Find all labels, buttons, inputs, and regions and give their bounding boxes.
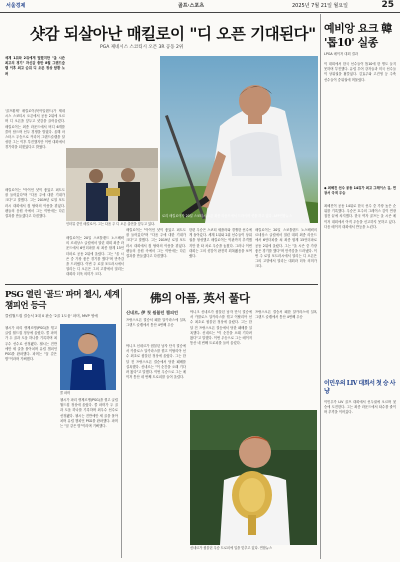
right-box-body: 이민우가 LIV 골프 대회에서 선두권에 오르며 첫 승에 도전한다. 그는 최종 라운드에서 타수를 줄이며 추격을 이어갔다. <box>324 400 396 415</box>
section-label: 골프·스포츠 <box>178 3 205 9</box>
right-body-1: 이 대회에서 한국 선수들이 톱10에 한 명도 들지 못하며 부진했다. 유럽 투어 강자들과 미국 선수들이 상위권을 휩쓸었다. 김효주와 고진영 등 주축 선수들이 중위권에 머물렀다. <box>324 62 396 82</box>
palmer-caption: 콜 파머 <box>60 391 71 395</box>
main-body-left: '골프황제' 매킬로이(북아일랜드)가 제네시스 스코티시 오픈에서 공동 2위에 오르며 디 오픈을 앞두고 샷감을 끌어올렸다. 매킬로이는 최종 라운드에서 버디 6개를 쓸어 담으며 선두 경쟁을 벌였다. 올해 마스터스 우승으로 커리어 그랜드슬램을 달성한 그는 이후 부진했지만 이번 대회에서 경기력을 되찾았다고 밝혔다. <box>5 109 65 150</box>
bottom-left-body-1: 첼시가 파리 생제르맹(PSG)을 꺾고 클럽 월드컵 정상에 올랐다. 콜 파머가 두 골과 도움 하나를 기록하며 최우수 선수로 선정됐다. 첼시는 전반에만 세 골을 몰아치며 유럽 챔피언 PSG를 완파했다. 파머는 "꿈 같은 밤"이라며 기뻐했다. <box>5 326 57 362</box>
right-box-title: 이민우의 LIV 대회서 첫 승 사냥 <box>324 380 396 395</box>
bottom-left-body-2: 첼시가 파리 생제르맹(PSG)을 꺾고 클럽 월드컵 정상에 올랐다. 콜 파머가 두 골과 도움 하나를 기록하며 최우수 선수로 선정됐다. 첼시는 전반에만 세 골을 몰아치며 유럽 챔피언 PSG를 완파했다. 파머는 "꿈 같은 밤"이라며 기뻐했다. <box>60 398 118 429</box>
right-lead: LPGA 메이저 대회 결과 <box>324 52 359 56</box>
bottom-right-sub2: 프랑스오픈 결승서 패한 알카라스에 설욕 그랜드 슬램에서 통산 4번째 우승 <box>126 318 186 328</box>
main-body-1: 매킬로이는 20일 스코틀랜드 노스베릭의 르네상스 클럽에서 열린 대회 최종 라운드에서 6언더파를 쳐 최종 합계 15언더파로 공동 2위에 올랐다. 그는 "올 시즌 중 가장 좋은 경기를 했다"며 만족감을 드러냈다. 이번 주 로열 포트러시에서 열리는 디 오픈은 그의 고향에서 열리는 대회라 더욱 의미가 크다. <box>66 236 124 277</box>
newspaper-name: 서울경제 <box>6 3 26 9</box>
main-photo-caption: 로리 매킬로이가 20일 스코티시 오픈 최종 라운드에서 드라이버 샷을 하고 있다. AFP연합뉴스 <box>162 214 292 218</box>
main-headline: 샷감 되살아난 매킬로이 "디 오픈 기대된다" <box>30 24 316 43</box>
sinner-caption: 신네르가 윔블던 우승 트로피에 입을 맞추고 있다. 연합뉴스 <box>190 546 273 550</box>
page-header <box>0 0 400 13</box>
main-body-2: 매킬로이는 "아이언 샷이 좋았고 퍼트도 잘 들어갔다"며 "다음 주에 대한 기대가 크다"고 말했다. 그는 2019년 로열 포트러시 대회에서 컷 탈락의 아픔을 겪었다. 팬들의 응원 속에서 그는 이번에는 다른 결과를 만들겠다고 다짐했다. <box>126 228 186 259</box>
bottom-right-body-2: 야니크 신네르가 윔블던 남자 단식 결승에서 카를로스 알카라스를 꺾고 이탈리아 선수 최초로 윔블던 정상에 올랐다. 그는 한 달 전 프랑스오픈 결승에서 당한 패배를 설욕했다. 신네르는 "이 순간을 오래 기다려 왔다"고 말했다. 이번 우승으로 그는 메이저 통산 네 번째 트로피를 들어 올렸다. <box>190 310 252 346</box>
bottom-left-headline: PSG 열린 '골드' 파머 첼시, 세계 챔피언 등극 <box>5 290 120 311</box>
main-subhead: PGA 제네시스 스코티시 오픈 3R 공동 2위 <box>100 45 184 50</box>
bottom-right-headline: 佛의 아픔, 英서 풀다 <box>150 291 250 305</box>
section-divider <box>5 284 318 285</box>
main-lead: 세계 1위와 2위에게 밀렸지만 "올 시즌 최고의 경기" 자신감 충만 8월 그랜드슬램 이후 최고 순위 디 오픈 정상 탈환 노려 <box>5 56 65 76</box>
main-body-left-2: 매킬로이는 "아이언 샷이 좋았고 퍼트도 잘 들어갔다"며 "다음 주에 대한 기대가 크다"고 말했다. 그는 2019년 로열 포트러시 대회에서 컷 탈락의 아픔을 겪었다. 팬들의 응원 속에서 그는 이번에는 다른 결과를 만들겠다고 다짐했다. <box>5 188 65 219</box>
column-divider <box>320 14 321 559</box>
bottom-left-subhead: 클럽월드컵 결승서 3대 0 완승 '2골 1도움' 파머, MVP 영예 <box>5 314 98 318</box>
inset-photo <box>66 148 158 221</box>
bottom-right-subhead: 신네르, 伊 첫 윔블던 챔피언 <box>126 310 179 315</box>
bottom-divider <box>121 288 122 558</box>
right-body-2: 최혜진이 공동 14위로 한국 선수 중 가장 높은 순위를 기록했다. 우승은 호주의 그레이스 김이 연장 접전 끝에 차지했다. 한국 여자 골프는 올 시즌 메이저 대회에서 아직 우승을 신고하지 못하고 있다. 다음 메이저 대회에서 반등을 노린다. <box>324 204 396 229</box>
inset-caption: 인터뷰 중인 매킬로이. 그는 다음 주 디 오픈 출전을 앞두고 있다. <box>66 222 156 226</box>
sinner-photo <box>190 410 317 545</box>
bottom-right-body-1: 야니크 신네르가 윔블던 남자 단식 결승에서 카를로스 알카라스를 꺾고 이탈리아 선수 최초로 윔블던 정상에 올랐다. 그는 한 달 전 프랑스오픈 결승에서 당한 패배를 설욕했다. 신네르는 "이 순간을 오래 기다려 왔다"고 말했다. 이번 우승으로 그는 메이저 통산 네 번째 트로피를 들어 올렸다. <box>126 344 186 380</box>
right-quote: ◆ 최혜진 선수 공동 14위가 최고 그레이스 김, 연장서 극적 우승 <box>324 186 396 196</box>
palmer-photo <box>60 324 116 390</box>
main-body-3: 한편 우승은 스코티 셰플러와 경쟁한 선수에게 돌아갔다. 세계 1위와 2위 선수들이 상위권을 형성했고 매킬로이는 막판까지 추격했지만 한 타 차로 우승을 놓쳤다. 그러나 이번 대회는 그의 샷감이 완전히 회복됐음을 보여줬다. <box>189 228 252 259</box>
bottom-right-body-3: 프랑스오픈 결승서 패한 알카라스에 설욕 그랜드 슬램에서 통산 4번째 우승 <box>255 310 317 320</box>
right-headline: 예비앙 요크 韓 '톱10' 실종 <box>324 22 392 49</box>
page-number: 25 <box>381 0 394 10</box>
issue-date: 2025년 7월 21일 월요일 <box>292 3 349 9</box>
main-body-4: 매킬로이는 20일 스코틀랜드 노스베릭의 르네상스 클럽에서 열린 대회 최종 라운드에서 6언더파를 쳐 최종 합계 15언더파로 공동 2위에 올랐다. 그는 "올 시즌 중 가장 좋은 경기를 했다"며 만족감을 드러냈다. 이번 주 로열 포트러시에서 열리는 디 오픈은 그의 고향에서 열리는 대회라 더욱 의미가 크다. <box>255 228 317 269</box>
main-photo <box>160 56 318 223</box>
